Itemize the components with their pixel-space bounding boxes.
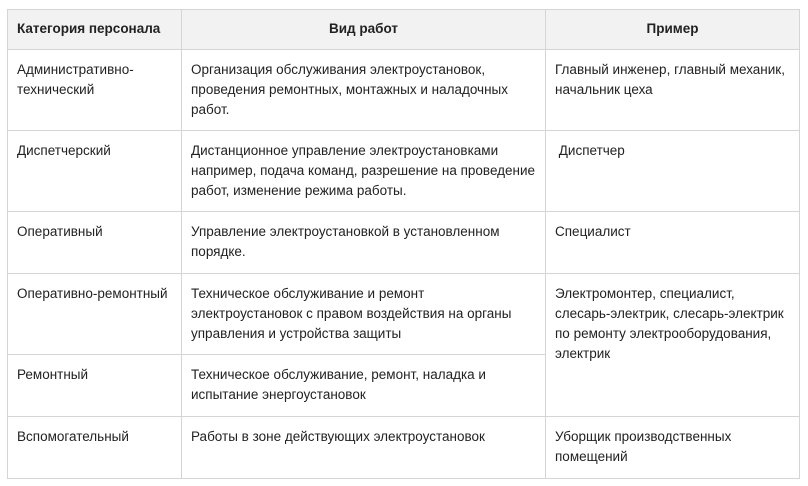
cell-example-merged: Электромонтер, специалист, слесарь-электрик, слесарь-электрик по ремонту электрооборудования, электрик bbox=[546, 274, 800, 417]
cell-category: Оперативно-ремонтный bbox=[8, 274, 182, 355]
header-work-type: Вид работ bbox=[182, 10, 546, 50]
cell-example: Уборщик производственных помещений bbox=[546, 417, 800, 479]
table-row bbox=[8, 50, 800, 131]
cell-work: Техническое обслуживание и ремонт электроустановок с правом воздействия на органы управления и устройства защиты bbox=[182, 274, 546, 355]
cell-work: Работы в зоне действующих электроустановок bbox=[182, 417, 546, 479]
table-header-row bbox=[8, 10, 800, 50]
cell-category: Вспомогательный bbox=[8, 417, 182, 479]
cell-work: Дистанционное управление электроустановками например, подача команд, разрешение на проведение работ, изменение режима работы. bbox=[182, 131, 546, 212]
cell-example: Диспетчер bbox=[546, 131, 800, 212]
cell-work: Техническое обслуживание, ремонт, наладка и испытание энергоустановок bbox=[182, 355, 546, 417]
personnel-table bbox=[7, 9, 800, 479]
table-row bbox=[8, 212, 800, 274]
cell-work: Управление электроустановкой в установленном порядке. bbox=[182, 212, 546, 274]
cell-example: Главный инженер, главный механик, начальник цеха bbox=[546, 50, 800, 131]
table-row bbox=[8, 417, 800, 479]
cell-example: Специалист bbox=[546, 212, 800, 274]
cell-category: Ремонтный bbox=[8, 355, 182, 417]
cell-work: Организация обслуживания электроустановок, проведения ремонтных, монтажных и наладочных работ. bbox=[182, 50, 546, 131]
header-category: Категория персонала bbox=[8, 10, 182, 50]
table-row bbox=[8, 274, 800, 355]
cell-category: Диспетчерский bbox=[8, 131, 182, 212]
cell-category: Оперативный bbox=[8, 212, 182, 274]
header-example: Пример bbox=[546, 10, 800, 50]
cell-category: Административно-технический bbox=[8, 50, 182, 131]
table-row bbox=[8, 131, 800, 212]
